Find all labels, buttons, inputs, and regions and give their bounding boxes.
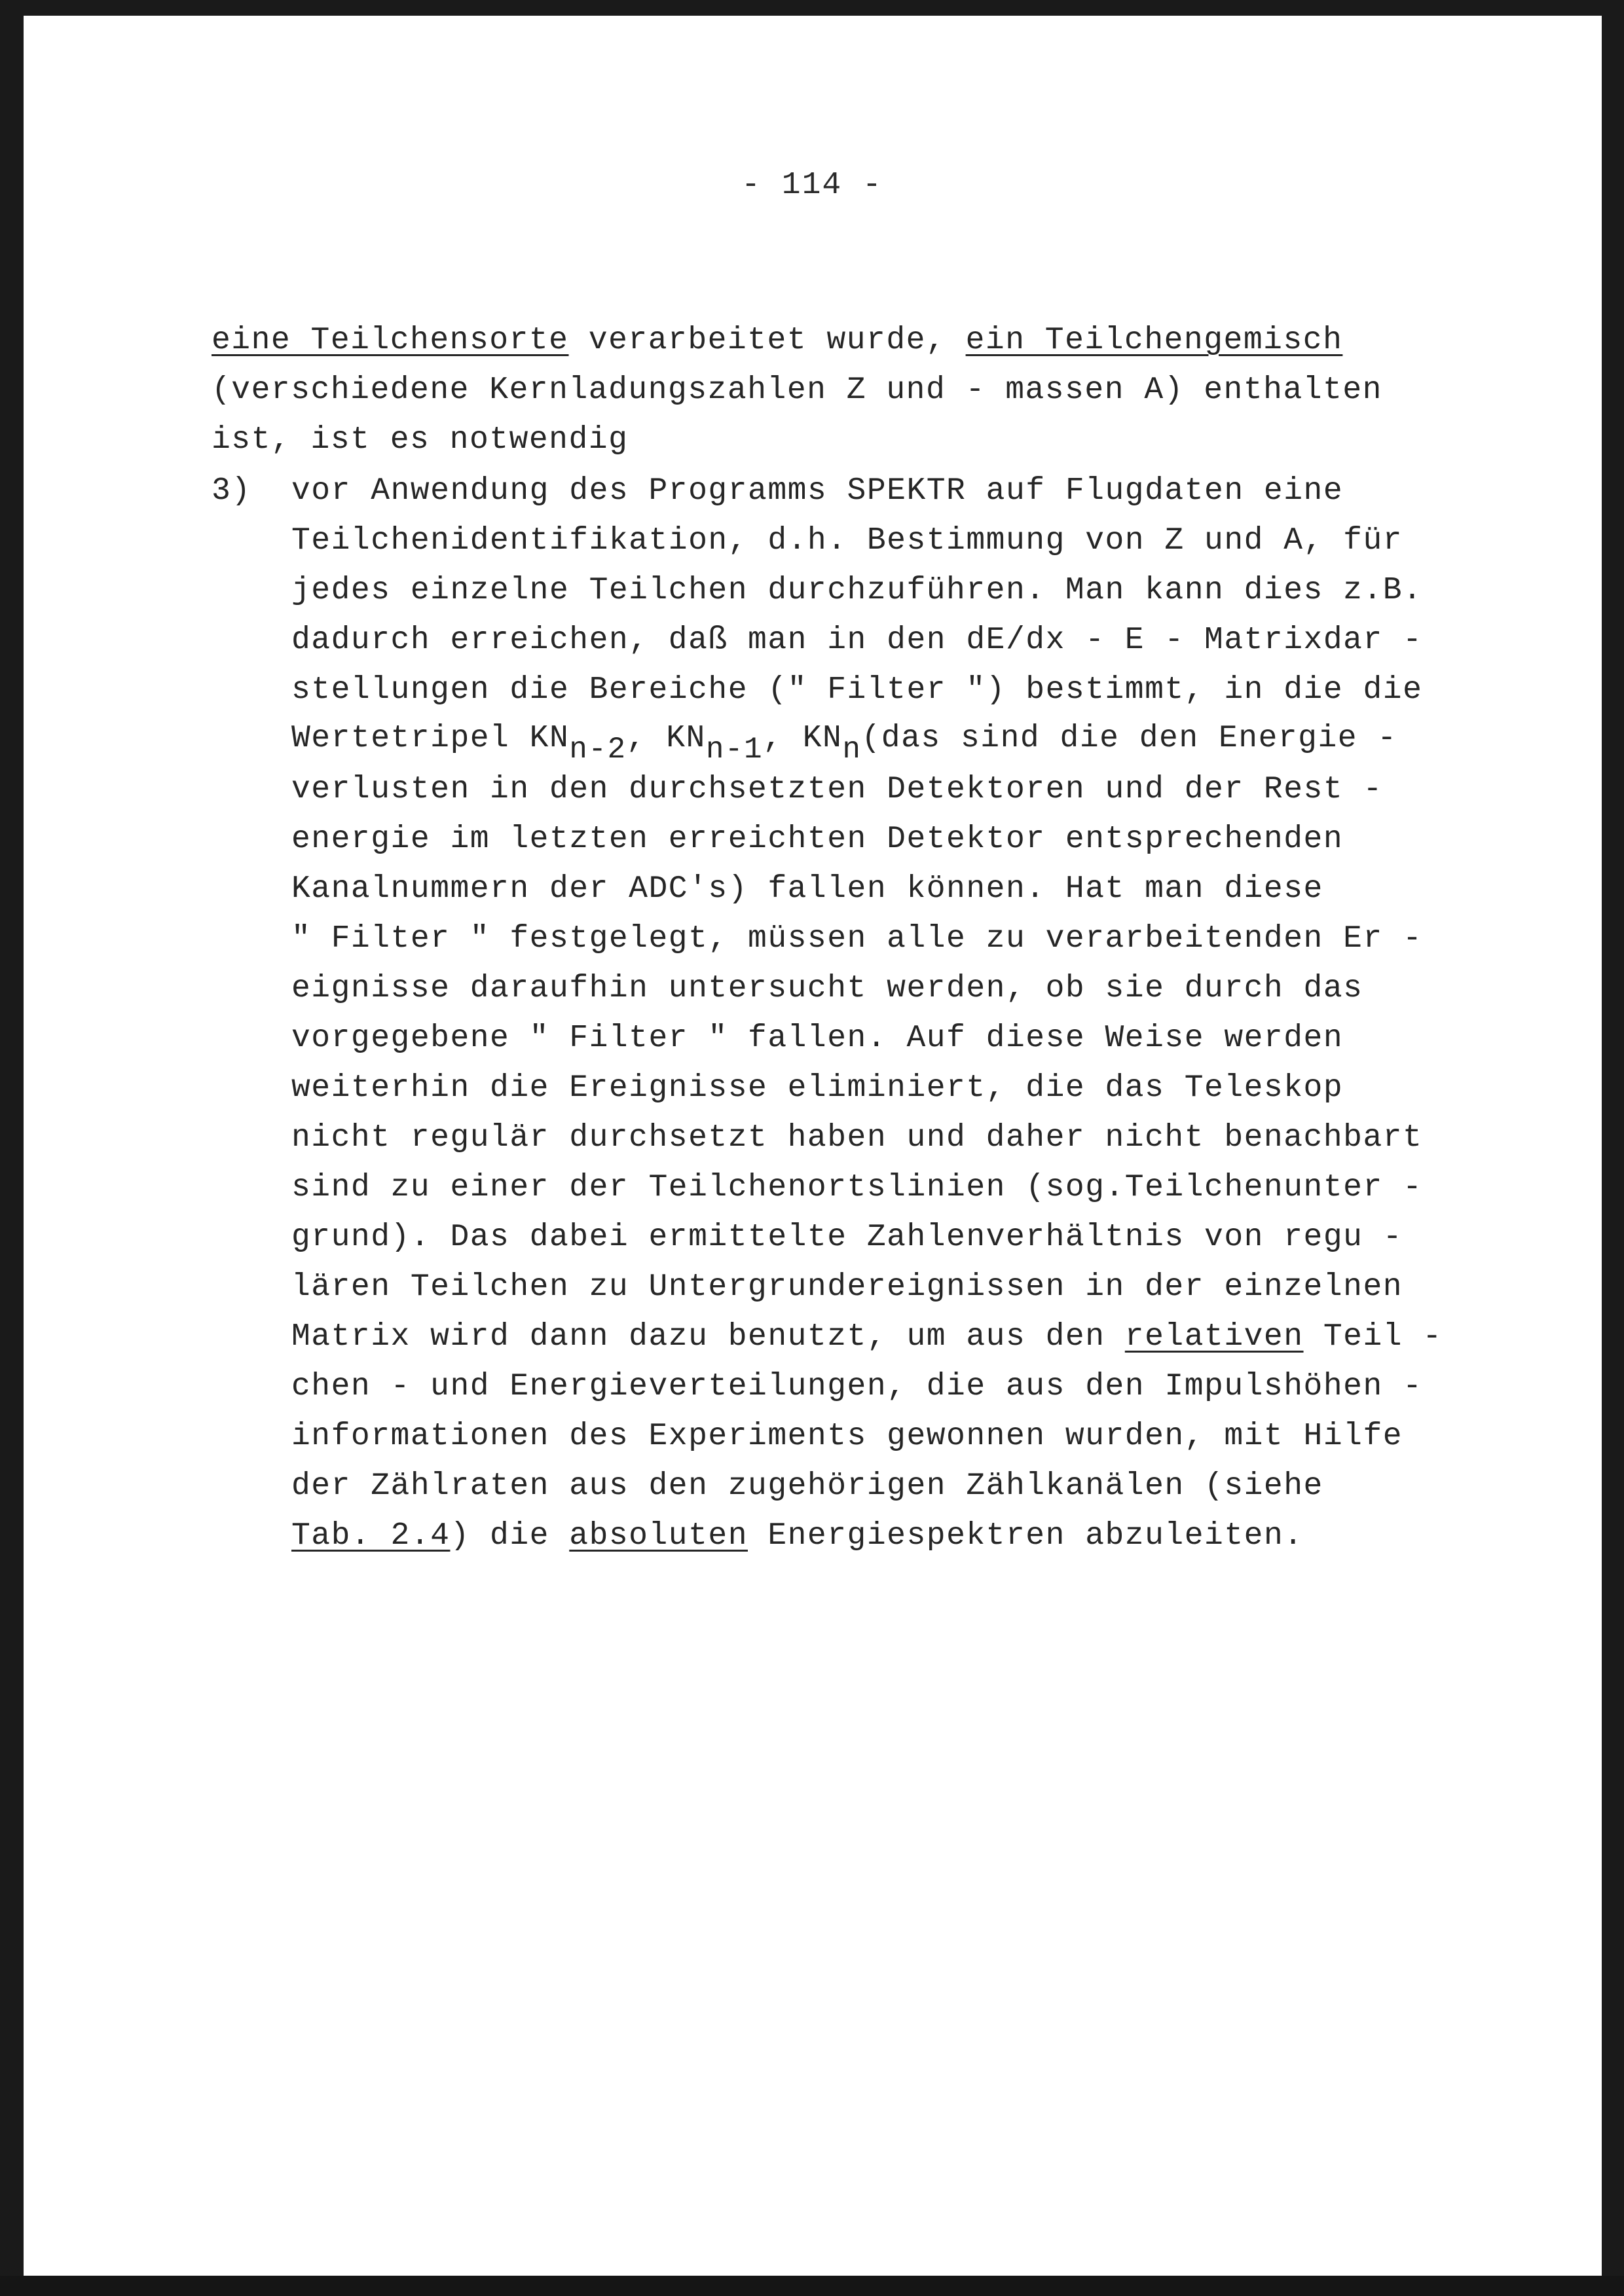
intro-line-3: ist, ist es notwendig — [212, 422, 629, 458]
item-line-11: eignisse daraufhin untersucht werden, ob sie durch das — [291, 971, 1363, 1006]
subscript: n — [842, 733, 862, 767]
item-line-20: informationen des Experiments gewonnen wurden, mit Hilfe — [291, 1419, 1403, 1454]
text-run: Energiespektren abzuleiten. — [748, 1518, 1304, 1554]
item-line-9: Kanalnummern der ADC's) fallen können. Hat man diese — [291, 871, 1323, 907]
text-run: Wertetripel KN — [291, 721, 570, 756]
item-line-5: stellungen die Bereiche (" Filter ") bestimmt, in die die — [291, 672, 1423, 708]
item-line-12: vorgegebene " Filter " fallen. Auf diese Weise werden — [291, 1021, 1344, 1056]
item-line-8: energie im letzten erreichten Detektor entsprechenden — [291, 822, 1344, 857]
text-run: Matrix wird dann dazu benutzt, um aus den — [291, 1319, 1125, 1355]
underlined-term: absoluten — [569, 1518, 748, 1554]
item-line-2: Teilchenidentifikation, d.h. Bestimmung von Z und A, für — [291, 523, 1403, 558]
intro-line-1 — [212, 321, 1342, 360]
item-line-1: vor Anwendung des Programms SPEKTR auf Flugdaten eine — [291, 473, 1344, 509]
item-line-10: " Filter " festgelegt, müssen alle zu verarbeitenden Er - — [291, 921, 1423, 957]
text-run: Teil - — [1303, 1319, 1443, 1355]
text-run: (das sind die den Energie - — [861, 721, 1397, 756]
text-run: , KN — [763, 721, 843, 756]
item-line-4: dadurch erreichen, daß man in den dE/dx - E - Matrixdar - — [291, 623, 1423, 658]
page-number: - 114 - — [741, 168, 883, 203]
text-run: verarbeitet wurde, — [568, 323, 966, 358]
text-run: , KN — [626, 721, 706, 756]
item-line-3: jedes einzelne Teilchen durchzuführen. Man kann dies z.B. — [291, 573, 1423, 608]
item-line-22 — [291, 1516, 1304, 1556]
underlined-term: eine Teilchensorte — [212, 323, 569, 358]
underlined-term: relativen — [1124, 1319, 1304, 1355]
underlined-term: Tab. 2.4 — [291, 1518, 451, 1554]
item-line-14: nicht regulär durchsetzt haben und daher nicht benachbart — [291, 1120, 1423, 1156]
item-line-6 — [291, 719, 1397, 767]
item-line-21: der Zählraten aus den zugehörigen Zählkanälen (siehe — [291, 1468, 1323, 1504]
item-line-17: lären Teilchen zu Untergrundereignissen in der einzelnen — [291, 1269, 1403, 1305]
item-line-19: chen - und Energieverteilungen, die aus den Impulshöhen - — [291, 1369, 1423, 1404]
subscript: n-2 — [569, 733, 627, 767]
item-line-13: weiterhin die Ereignisse eliminiert, die das Teleskop — [291, 1070, 1344, 1106]
item-line-16: grund). Das dabei ermittelte Zahlenverhältnis von regu - — [291, 1220, 1403, 1255]
item-line-7: verlusten in den durchsetzten Detektoren und der Rest - — [291, 772, 1383, 807]
intro-line-2: (verschiedene Kernladungszahlen Z und - massen A) enthalten — [212, 373, 1382, 408]
scan-border — [0, 2276, 1624, 2296]
subscript: n-1 — [705, 733, 764, 767]
item-line-15: sind zu einer der Teilchenortslinien (sog.Teilchenunter - — [291, 1170, 1423, 1205]
item-line-18 — [291, 1317, 1443, 1357]
text-run: ) die — [450, 1518, 570, 1554]
underlined-term: ein Teilchengemisch — [965, 323, 1343, 358]
list-item-number: 3) — [212, 473, 251, 509]
